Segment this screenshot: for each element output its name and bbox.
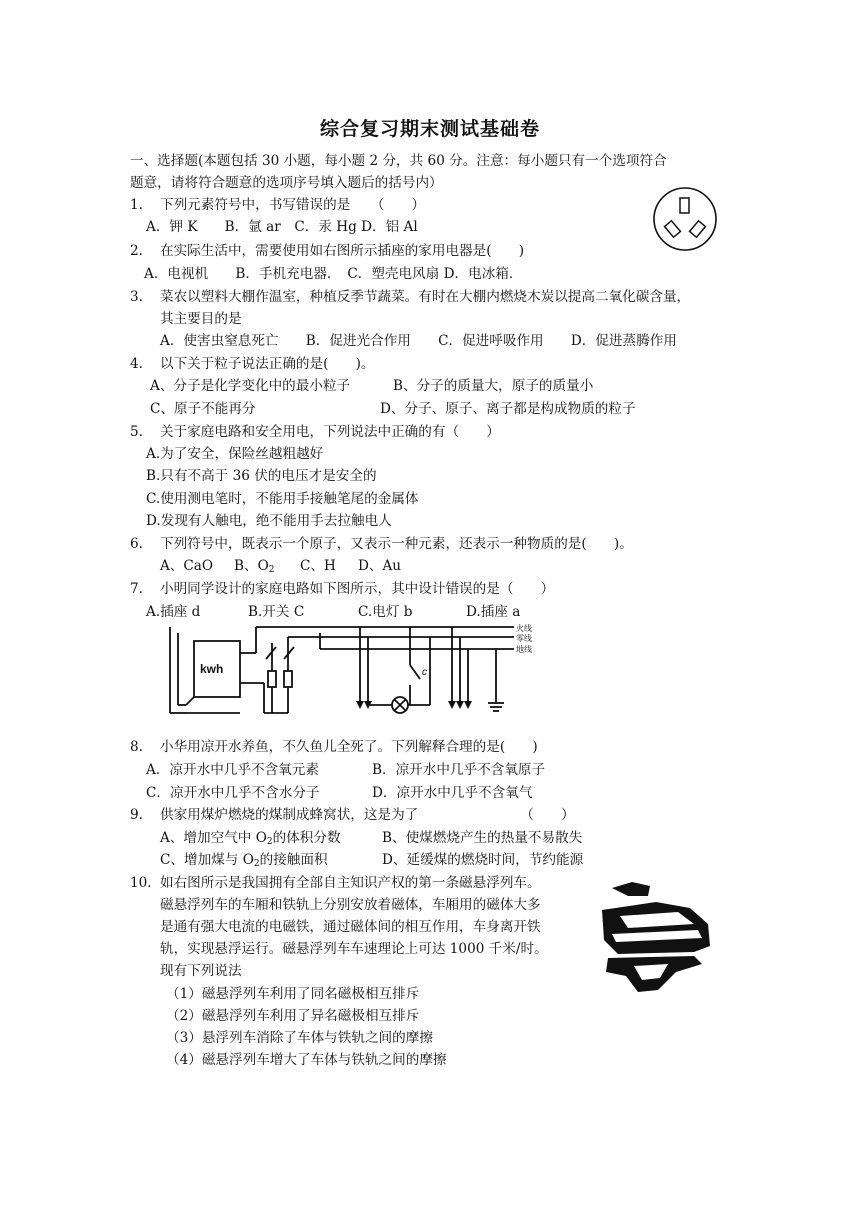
meter-label: kwh — [200, 662, 224, 676]
q6-stem: 下列符号中，既表示一个原子，又表示一种元素，还表示一种物质的是( )。 — [160, 536, 633, 552]
q7-option-b: B.开关 C — [248, 604, 305, 620]
q1-number: 1. — [130, 197, 143, 213]
section-intro-line-1: 一、选择题(本题包括 30 小题，每小题 2 分，共 60 分。注意：每小题只有一个选项符合 — [130, 153, 667, 169]
q6-option-c: C、H — [300, 558, 336, 574]
q3-options: A．使害虫窒息死亡 B．促进光合作用 C．促进呼吸作用 D．促进蒸腾作用 — [160, 333, 677, 349]
q4-number: 4. — [130, 356, 143, 372]
q10-statement-4: （4）磁悬浮列车增大了车体与铁轨之间的摩擦 — [166, 1052, 447, 1068]
wire-ground-label: 地线 — [516, 645, 532, 654]
q10-body-4: 现有下列说法 — [160, 963, 242, 979]
q9-stem: 供家用煤炉燃烧的煤制成蜂窝状，这是为了 （ ） — [160, 807, 575, 823]
wire-neutral-label: 零线 — [516, 634, 532, 643]
q7-option-a: A.插座 d — [146, 604, 201, 620]
q10-stem: 如右图所示是我国拥有全部自主知识产权的第一条磁悬浮列车。 — [160, 875, 541, 891]
q3-number: 3. — [130, 289, 143, 305]
q7-option-d: D.插座 a — [466, 604, 521, 620]
q9-option-d: D、延缓煤的燃烧时间，节约能源 — [382, 852, 584, 868]
q4-stem: 以下关于粒子说法正确的是( )。 — [160, 356, 375, 372]
three-pin-socket-icon — [650, 184, 720, 254]
q9-number: 9. — [130, 807, 143, 823]
q10-body-3: 轨，实现悬浮运行。磁悬浮列车车速理论上可达 1000 千米/时。 — [160, 941, 548, 957]
q4-option-b: B、分子的质量大，原子的质量小 — [393, 378, 594, 394]
q4-option-a: A、分子是化学变化中的最小粒子 — [150, 378, 351, 394]
q5-option-d: D.发现有人触电，绝不能用手去拉触电人 — [146, 513, 392, 529]
q3-stem-cont: 其主要目的是 — [160, 311, 242, 327]
q10-statement-1: （1）磁悬浮列车利用了同名磁极相互排斥 — [166, 986, 420, 1002]
q8-stem: 小华用凉开水养鱼，不久鱼儿全死了。下列解释合理的是( ) — [160, 739, 538, 755]
household-circuit-diagram — [164, 623, 548, 723]
q7-number: 7. — [130, 581, 143, 597]
q10-body-1: 磁悬浮列车的车厢和铁轨上分别安放着磁体，车厢用的磁体大多 — [160, 897, 541, 913]
q5-stem: 关于家庭电路和安全用电，下列说法中正确的有（ ） — [160, 424, 500, 440]
q6-option-b: B、$O_2$ — [234, 558, 275, 575]
q2-options: A．电视机 B．手机充电器． C．塑壳电风扇 D．电冰箱． — [144, 266, 523, 282]
q10-statement-2: （2）磁悬浮列车利用了异名磁极相互排斥 — [166, 1008, 420, 1024]
q9-option-a: A、增加空气中 $O_2$的体积分数 — [160, 830, 341, 847]
q7-option-c: C.电灯 b — [358, 604, 413, 620]
q7-stem: 小明同学设计的家庭电路如下图所示，其中设计错误的是（ ） — [160, 581, 555, 597]
q9-option-c: C、增加煤与 $O_2$的接触面积 — [160, 852, 328, 869]
q4-option-d: D、分子、原子、离子都是构成物质的粒子 — [380, 401, 636, 417]
q5-number: 5. — [130, 424, 143, 440]
q8-option-a: A．凉开水中几乎不含氧元素 — [146, 762, 319, 778]
q1-stem: 下列元素符号中，书写错误的是 （ ） — [160, 197, 426, 213]
q6-number: 6. — [130, 536, 143, 552]
q6-option-d: D、Au — [358, 558, 402, 574]
q6-option-a: A、CaO — [160, 558, 214, 574]
q10-body-2: 是通有强大电流的电磁铁，通过磁体间的相互作用，车身离开铁 — [160, 919, 541, 935]
maglev-train-image — [598, 880, 716, 1000]
q10-statement-3: （3）悬浮列车消除了车体与铁轨之间的摩擦 — [166, 1030, 433, 1046]
q3-stem: 菜农以塑料大棚作温室，种植反季节蔬菜。有时在大棚内燃烧木炭以提高二氧化碳含量， — [160, 289, 691, 305]
q4-option-c: C、原子不能再分 — [150, 401, 256, 417]
switch-c-label: c — [422, 667, 427, 678]
section-intro-line-2: 题意，请将符合题意的选项序号填入题后的括号内） — [130, 175, 443, 191]
q1-options: A．钾 K B．氩 ar C．汞 Hg D．铝 Al — [146, 219, 418, 235]
q10-number: 10. — [130, 875, 152, 891]
q5-option-a: A.为了安全，保险丝越粗越好 — [146, 446, 324, 462]
q2-number: 2. — [130, 243, 143, 259]
q9-option-b: B、使煤燃烧产生的热量不易散失 — [382, 830, 583, 846]
q8-option-d: D．凉开水中几乎不含氧气 — [372, 785, 533, 801]
q2-stem: 在实际生活中，需要使用如右图所示插座的家用电器是( ) — [160, 243, 525, 259]
page-title: 综合复习期末测试基础卷 — [319, 118, 540, 140]
q8-option-b: B．凉开水中几乎不含氧原子 — [372, 762, 546, 778]
q8-option-c: C．凉开水中几乎不含水分子 — [146, 785, 320, 801]
q5-option-c: C.使用测电笔时，不能用手接触笔尾的金属体 — [146, 491, 419, 507]
q8-number: 8. — [130, 739, 143, 755]
q5-option-b: B.只有不高于 36 伏的电压才是安全的 — [146, 468, 377, 484]
wire-live-label: 火线 — [516, 624, 532, 633]
